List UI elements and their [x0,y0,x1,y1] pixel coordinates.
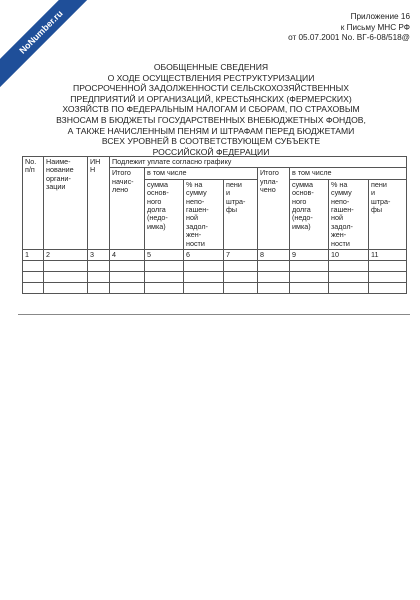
header-group-payable: Подлежит уплате согласно графику [110,157,407,168]
header-col-principal-charged: сумма основ- ного долга (недо- имка) [145,179,184,249]
table-row [23,272,407,283]
header-col-penalties-paid: пени и штра- фы [369,179,407,249]
column-number: 10 [329,250,369,261]
title-line: ПРОСРОЧЕННОЙ ЗАДОЛЖЕННОСТИ СЕЛЬСКОХОЗЯЙСТВЕННЫХ [73,83,349,94]
header-col-penalties-charged: пени и штра- фы [224,179,258,249]
column-number: 1 [23,250,44,261]
column-number: 3 [88,250,110,261]
column-number: 7 [224,250,258,261]
header-col-organization: Наиме- нование органи- зации [44,157,88,250]
horizontal-rule [18,314,410,315]
header-col-total-charged: Итого начис- лено [110,168,145,250]
table-row [23,261,407,272]
appendix-line: Приложение 16 [350,12,410,21]
column-number: 4 [110,250,145,261]
title-line: О ХОДЕ ОСУЩЕСТВЛЕНИЯ РЕСТРУКТУРИЗАЦИИ [107,72,315,83]
column-number-row [23,250,407,261]
header-including-paid: в том числе [290,168,407,179]
watermark-text: NoNumber.ru [17,8,65,56]
title-line: ВЗНОСАМ В БЮДЖЕТЫ ГОСУДАРСТВЕННЫХ ВНЕБЮДЖЕТНЫХ ФОНДОВ, [56,114,366,125]
title-line: ХОЗЯЙСТВ ПО ФЕДЕРАЛЬНЫМ НАЛОГАМ И СБОРАМ, ПО СТРАХОВЫМ [62,104,360,115]
title-line: А ТАКЖЕ НАЧИСЛЕННЫМ ПЕНЯМ И ШТРАФАМ ПЕРЕД БЮДЖЕТАМИ [67,125,355,136]
appendix-line: от 05.07.2001 No. ВГ-6-08/518@ [288,33,410,42]
table-row [23,283,407,294]
header-col-total-paid: Итого упла- чено [258,168,290,250]
appendix-line: к Письму МНС РФ [340,22,410,32]
header-col-percent-paid: % на сумму непо- гашен- ной задол- жен- ности [329,179,369,249]
restructuring-table [22,156,407,294]
header-col-number: No. п/п [23,157,44,250]
header-col-principal-paid: сумма основ- ного долга (недо- имка) [290,179,329,249]
header-col-inn: ИН Н [88,157,110,250]
title-line: ПРЕДПРИЯТИЙ И ОРГАНИЗАЦИЙ, КРЕСТЬЯНСКИХ (ФЕРМЕРСКИХ) [70,93,352,104]
column-number: 5 [145,250,184,261]
column-number: 8 [258,250,290,261]
header-col-percent-charged: % на сумму непо- гашен- ной задол- жен- ности [184,179,224,249]
column-number: 6 [184,250,224,261]
header-including-charged: в том числе [145,168,258,179]
column-number: 11 [369,250,407,261]
column-number: 2 [44,250,88,261]
appendix-reference [288,12,410,44]
title-line: РОССИЙСКОЙ ФЕДЕРАЦИИ [152,146,270,157]
title-line: ОБОБЩЕННЫЕ СВЕДЕНИЯ [153,62,269,72]
title-line: ВСЕХ УРОВНЕЙ В СООТВЕТСТВУЮЩЕМ СУБЪЕКТЕ [101,136,321,147]
document-title [14,62,408,157]
column-number: 9 [290,250,329,261]
